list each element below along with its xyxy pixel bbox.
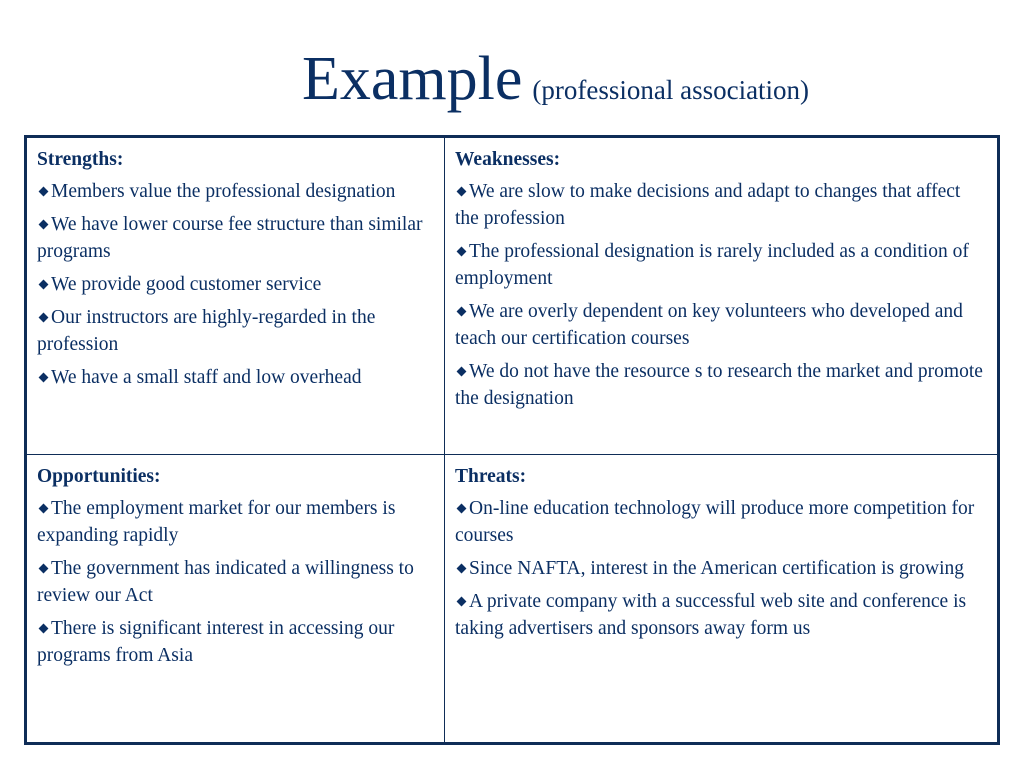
list-item-text: We are overly dependent on key volunteers who developed and teach our certification courses bbox=[455, 301, 963, 349]
list-item-text: The government has indicated a willingness to review our Act bbox=[37, 558, 414, 606]
list-item bbox=[455, 298, 987, 352]
list-item bbox=[37, 178, 434, 205]
list-item-text: Our instructors are highly-regarded in the profession bbox=[37, 307, 376, 355]
diamond-bullet-icon bbox=[457, 563, 467, 573]
list-item-text: We do not have the resource s to research the market and promote the designation bbox=[455, 361, 983, 409]
strengths-heading: Strengths: bbox=[37, 149, 124, 170]
list-item-text: We are slow to make decisions and adapt to changes that affect the profession bbox=[455, 181, 961, 229]
list-item-text: Members value the professional designation bbox=[51, 181, 396, 202]
list-item bbox=[455, 588, 987, 642]
threats-cell bbox=[445, 455, 997, 742]
list-item bbox=[455, 238, 987, 292]
list-item-text: We provide good customer service bbox=[51, 274, 322, 295]
diamond-bullet-icon bbox=[457, 246, 467, 256]
weaknesses-heading: Weaknesses: bbox=[455, 149, 561, 170]
diamond-bullet-icon bbox=[39, 563, 49, 573]
list-item bbox=[37, 615, 434, 669]
title-main: Example bbox=[302, 45, 523, 113]
list-item bbox=[37, 271, 434, 298]
diamond-bullet-icon bbox=[457, 306, 467, 316]
diamond-bullet-icon bbox=[457, 503, 467, 513]
list-item-text: The employment market for our members is expanding rapidly bbox=[37, 498, 396, 546]
list-item-text: The professional designation is rarely included as a condition of employment bbox=[455, 241, 969, 289]
list-item bbox=[37, 304, 434, 358]
diamond-bullet-icon bbox=[457, 596, 467, 606]
swot-table bbox=[24, 135, 1000, 745]
list-item bbox=[455, 495, 987, 549]
diamond-bullet-icon bbox=[39, 312, 49, 322]
list-item bbox=[37, 364, 434, 391]
slide-title bbox=[302, 45, 810, 113]
strengths-cell bbox=[27, 138, 445, 455]
list-item bbox=[455, 555, 987, 582]
threats-list bbox=[455, 495, 987, 642]
title-subtitle: (professional association) bbox=[532, 75, 810, 105]
diamond-bullet-icon bbox=[457, 366, 467, 376]
list-item-text: A private company with a successful web site and conference is taking advertisers and sponsors away form us bbox=[455, 591, 967, 639]
opportunities-list bbox=[37, 495, 434, 669]
opportunities-heading: Opportunities: bbox=[37, 466, 161, 487]
list-item-text: We have a small staff and low overhead bbox=[51, 367, 362, 388]
list-item bbox=[37, 495, 434, 549]
diamond-bullet-icon bbox=[39, 503, 49, 513]
diamond-bullet-icon bbox=[39, 279, 49, 289]
threats-heading: Threats: bbox=[455, 466, 527, 487]
list-item bbox=[37, 555, 434, 609]
opportunities-cell bbox=[27, 455, 445, 742]
diamond-bullet-icon bbox=[39, 219, 49, 229]
list-item-text: There is significant interest in accessing our programs from Asia bbox=[37, 618, 395, 666]
diamond-bullet-icon bbox=[39, 623, 49, 633]
weaknesses-cell bbox=[445, 138, 997, 455]
list-item-text: We have lower course fee structure than similar programs bbox=[37, 214, 423, 262]
list-item bbox=[455, 178, 987, 232]
list-item bbox=[455, 358, 987, 412]
weaknesses-list bbox=[455, 178, 987, 412]
diamond-bullet-icon bbox=[457, 186, 467, 196]
strengths-list bbox=[37, 178, 434, 391]
list-item bbox=[37, 211, 434, 265]
list-item-text: On-line education technology will produce more competition for courses bbox=[455, 498, 975, 546]
diamond-bullet-icon bbox=[39, 372, 49, 382]
list-item-text: Since NAFTA, interest in the American certification is growing bbox=[469, 558, 965, 579]
diamond-bullet-icon bbox=[39, 186, 49, 196]
